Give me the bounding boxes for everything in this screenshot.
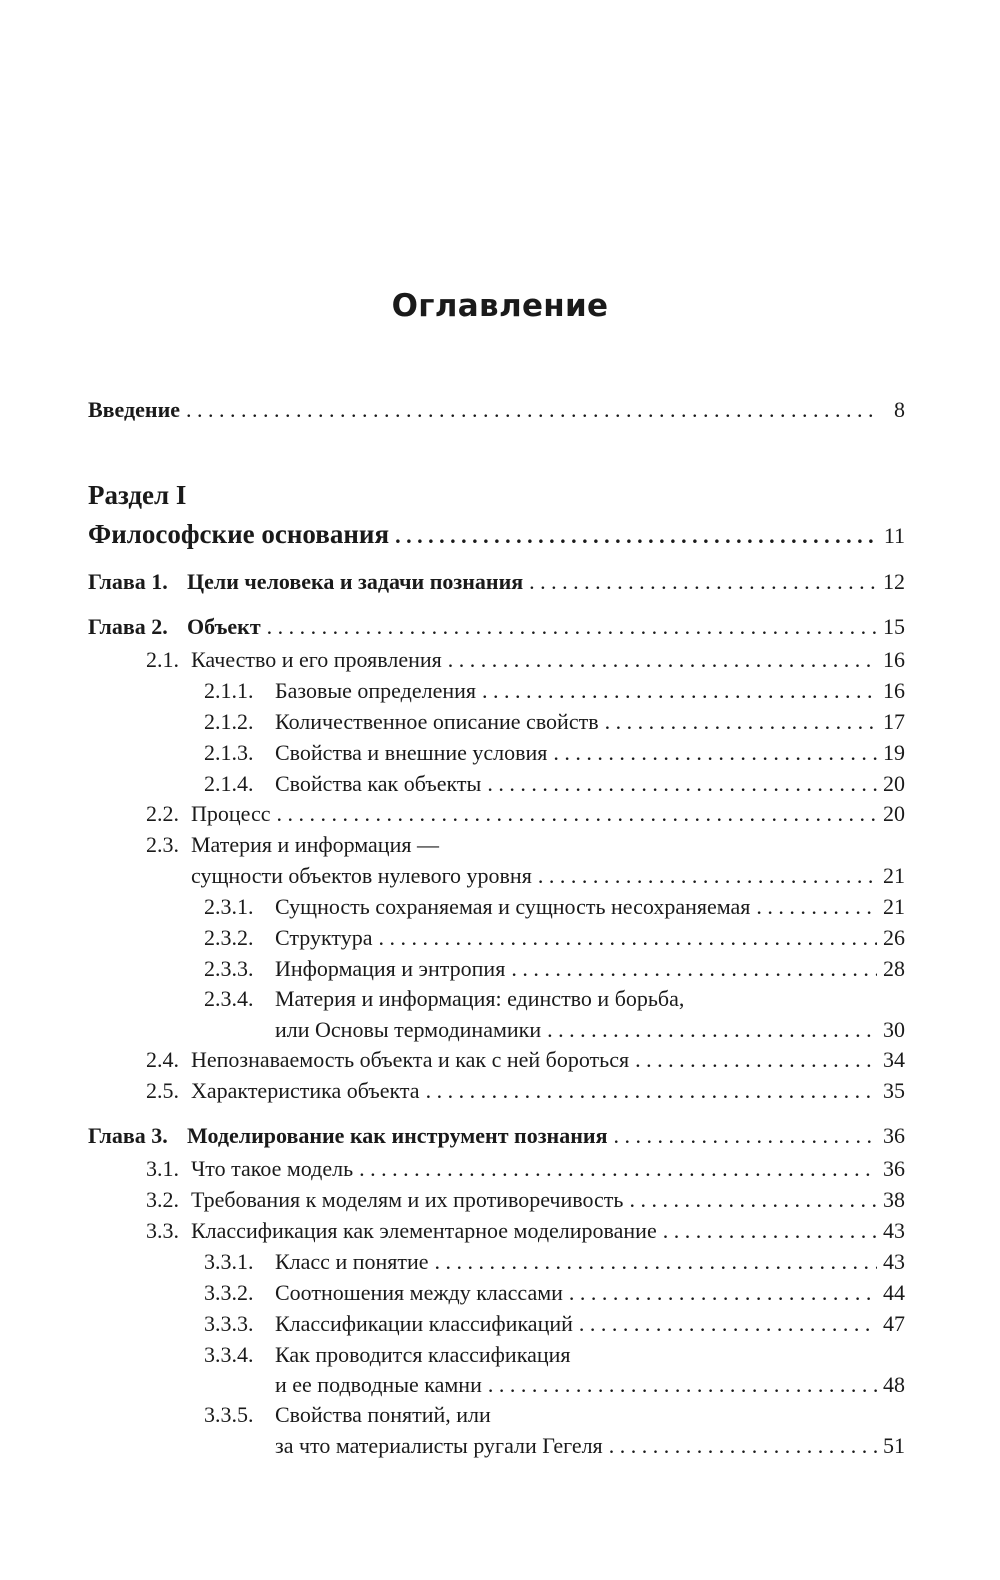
section-number: 3.3.1. xyxy=(204,1249,254,1274)
toc-label-wrap xyxy=(146,1155,353,1183)
toc-page: 19 xyxy=(883,740,905,765)
dot-leader xyxy=(482,677,877,705)
toc-label-wrap xyxy=(204,924,372,952)
dot-leader xyxy=(635,1046,877,1074)
toc-page: 35 xyxy=(883,1078,905,1103)
toc-entry-3-3-5-first-line xyxy=(204,1401,491,1429)
toc-page: 21 xyxy=(883,863,905,888)
dot-leader xyxy=(488,1371,877,1399)
toc-page: 8 xyxy=(894,397,905,422)
toc-label-wrap xyxy=(204,1279,563,1307)
toc-entry-2-3-3[interactable] xyxy=(204,955,905,983)
section-number: 3.1. xyxy=(146,1156,179,1181)
toc-label: Базовые определения xyxy=(275,678,477,703)
toc-label: Объект xyxy=(187,614,261,639)
toc-label: Философские основания xyxy=(88,519,390,549)
toc-label: Введение xyxy=(88,397,181,422)
toc-label-wrap xyxy=(146,1046,629,1074)
toc-label: Свойства и внешние условия xyxy=(275,740,548,765)
section-number: 2.5. xyxy=(146,1078,179,1103)
dot-leader xyxy=(426,1077,877,1105)
dot-leader xyxy=(579,1310,877,1338)
page-title: Оглавление xyxy=(391,288,609,324)
toc-page: 21 xyxy=(883,894,905,919)
dot-leader xyxy=(605,708,877,736)
toc-label-wrap xyxy=(146,646,442,674)
toc-entry-2-1-1[interactable] xyxy=(204,677,905,705)
toc-entry-2-3-2[interactable] xyxy=(204,924,905,952)
toc-page: 28 xyxy=(883,956,905,981)
dot-leader xyxy=(487,770,877,798)
toc-label: Классификации классификаций xyxy=(275,1311,573,1336)
toc-entry-3-3[interactable] xyxy=(146,1217,905,1245)
toc-entry-3-3-2[interactable] xyxy=(204,1279,905,1307)
toc-entry-2-1[interactable] xyxy=(146,646,905,674)
section-number: 3.3. xyxy=(146,1218,179,1243)
toc-label-wrap xyxy=(146,1077,420,1105)
toc-entry-2-2[interactable] xyxy=(146,800,905,828)
section-number: 2.1.3. xyxy=(204,740,254,765)
dot-leader xyxy=(538,862,877,890)
toc-page: 36 xyxy=(883,1123,905,1148)
toc-label-line1: Как проводится классификация xyxy=(275,1342,571,1367)
dot-leader xyxy=(378,924,877,952)
toc-page: 20 xyxy=(883,801,905,826)
chapter-number: Глава 1. xyxy=(88,569,168,594)
toc-entry-3-3-4[interactable] xyxy=(275,1371,905,1399)
section-number: 2.3.4. xyxy=(204,986,254,1011)
toc-label: сущности объектов нулевого уровня xyxy=(191,863,532,888)
toc-page: 30 xyxy=(883,1017,905,1042)
toc-label: Сущность сохраняемая и сущность несохраняемая xyxy=(275,894,751,919)
toc-label: Классификация как элементарное моделирование xyxy=(191,1218,657,1243)
toc-label: Класс и понятие xyxy=(275,1249,429,1274)
toc-page: 16 xyxy=(883,647,905,672)
dot-leader xyxy=(267,613,877,641)
dot-leader xyxy=(277,800,877,828)
toc-entry-3-1[interactable] xyxy=(146,1155,905,1183)
toc-label: Соотношения между классами xyxy=(275,1280,563,1305)
dot-leader xyxy=(511,955,877,983)
toc-entry-2-1-2[interactable] xyxy=(204,708,905,736)
section-number: 2.3.2. xyxy=(204,925,254,950)
dot-leader xyxy=(553,739,877,767)
toc-label-wrap xyxy=(204,770,481,798)
toc-label-wrap xyxy=(204,1310,573,1338)
toc-entry-2-5[interactable] xyxy=(146,1077,905,1105)
toc-page: 38 xyxy=(883,1187,905,1212)
chapter-number: Глава 2. xyxy=(88,614,168,639)
toc-label-wrap xyxy=(204,739,547,767)
toc-label: Требования к моделям и их противоречивость xyxy=(191,1187,624,1212)
toc-label-wrap xyxy=(146,800,271,828)
toc-label-line1: Материя и информация: единство и борьба, xyxy=(275,986,685,1011)
toc-entry-3-3-5[interactable] xyxy=(275,1432,905,1460)
dot-leader xyxy=(569,1279,877,1307)
toc-page: 43 xyxy=(883,1249,905,1274)
dot-leader xyxy=(547,1016,877,1044)
toc-label-wrap xyxy=(88,1122,607,1150)
section-number: 2.1. xyxy=(146,647,179,672)
section-number: 2.1.1. xyxy=(204,678,254,703)
dot-leader xyxy=(609,1432,877,1460)
toc-page: 16 xyxy=(883,678,905,703)
toc-page: 26 xyxy=(883,925,905,950)
toc-page: 47 xyxy=(883,1311,905,1336)
toc-label: за что материалисты ругали Гегеля xyxy=(275,1433,603,1458)
toc-entry-2-1-4[interactable] xyxy=(204,770,905,798)
toc-label-line1: Свойства понятий, или xyxy=(275,1402,491,1427)
toc-entry-2-3[interactable] xyxy=(191,862,905,890)
toc-label-wrap xyxy=(204,955,505,983)
toc-entry-intro[interactable] xyxy=(88,396,905,424)
dot-leader xyxy=(529,568,877,596)
toc-label: и ее подводные камни xyxy=(275,1372,482,1397)
toc-entry-2-3-1[interactable] xyxy=(204,893,905,921)
section-number: 3.3.2. xyxy=(204,1280,254,1305)
toc-label: Свойства как объекты xyxy=(275,771,482,796)
toc-page: 17 xyxy=(883,709,905,734)
toc-label-line1: Материя и информация — xyxy=(191,832,439,857)
section-number: 3.3.3. xyxy=(204,1311,254,1336)
toc-entry-3-3-3[interactable] xyxy=(204,1310,905,1338)
toc-label: Что такое модель xyxy=(191,1156,354,1181)
toc-page: 43 xyxy=(883,1218,905,1243)
toc-page: 34 xyxy=(883,1047,905,1072)
dot-leader xyxy=(395,522,877,550)
toc-label: Непознаваемость объекта и как с ней бороться xyxy=(191,1047,630,1072)
section-number: 2.3. xyxy=(146,832,179,857)
toc-entry-2-3-4[interactable] xyxy=(275,1016,905,1044)
dot-leader xyxy=(359,1155,877,1183)
toc-label-wrap xyxy=(204,1248,429,1276)
toc-entry-2-3-first-line xyxy=(146,831,439,859)
toc-page: 36 xyxy=(883,1156,905,1181)
section-number: 2.1.4. xyxy=(204,771,254,796)
toc-entry-2-1-3[interactable] xyxy=(204,739,905,767)
section-number: 3.2. xyxy=(146,1187,179,1212)
toc-entry-3-3-4-first-line xyxy=(204,1341,571,1369)
toc-label-wrap xyxy=(146,1186,623,1214)
section-number: 2.4. xyxy=(146,1047,179,1072)
toc-label: Процесс xyxy=(191,801,271,826)
dot-leader xyxy=(448,646,877,674)
toc-entry-section-1[interactable] xyxy=(88,520,905,550)
toc-entry-2-3-4-first-line xyxy=(204,985,684,1013)
toc-page: 20 xyxy=(883,771,905,796)
toc-label: Характеристика объекта xyxy=(191,1078,420,1103)
dot-leader xyxy=(613,1122,877,1150)
dot-leader xyxy=(663,1217,877,1245)
section-number: 2.3.3. xyxy=(204,956,254,981)
dot-leader xyxy=(756,893,877,921)
toc-page: 12 xyxy=(883,569,905,594)
toc-label: или Основы термодинамики xyxy=(275,1017,542,1042)
toc-label: Качество и его проявления xyxy=(191,647,442,672)
toc-label-wrap xyxy=(88,613,261,641)
toc-page: 11 xyxy=(883,523,905,548)
chapter-number: Глава 3. xyxy=(88,1123,168,1148)
section-name: Раздел I xyxy=(88,480,187,510)
section-number: 2.3.1. xyxy=(204,894,254,919)
toc-entry-3-3-1[interactable] xyxy=(204,1248,905,1276)
dot-leader xyxy=(629,1186,877,1214)
toc-page: 44 xyxy=(883,1280,905,1305)
section-number: 2.1.2. xyxy=(204,709,254,734)
toc-entry-2-4[interactable] xyxy=(146,1046,905,1074)
toc-page: 15 xyxy=(883,614,905,639)
section-number: 3.3.4. xyxy=(204,1342,254,1367)
toc-label: Информация и энтропия xyxy=(275,956,506,981)
toc-entry-3-2[interactable] xyxy=(146,1186,905,1214)
toc-page: 51 xyxy=(883,1433,905,1458)
toc-entry-chapter-2[interactable] xyxy=(88,613,905,641)
section-number: 2.2. xyxy=(146,801,179,826)
toc-label: Структура xyxy=(275,925,373,950)
toc-page: 48 xyxy=(883,1372,905,1397)
toc-label-wrap xyxy=(204,893,750,921)
toc-label-wrap xyxy=(204,677,476,705)
toc-label: Моделирование как инструмент познания xyxy=(187,1123,608,1148)
toc-label-wrap xyxy=(146,1217,657,1245)
toc-label: Цели человека и задачи познания xyxy=(187,569,524,594)
dot-leader xyxy=(435,1248,877,1276)
toc-entry-chapter-1[interactable] xyxy=(88,568,905,596)
section-number: 3.3.5. xyxy=(204,1402,254,1427)
toc-label: Количественное описание свойств xyxy=(275,709,599,734)
toc-label-wrap xyxy=(88,568,523,596)
toc-label-wrap xyxy=(204,708,599,736)
dot-leader xyxy=(186,396,877,424)
toc-entry-chapter-3[interactable] xyxy=(88,1122,905,1150)
